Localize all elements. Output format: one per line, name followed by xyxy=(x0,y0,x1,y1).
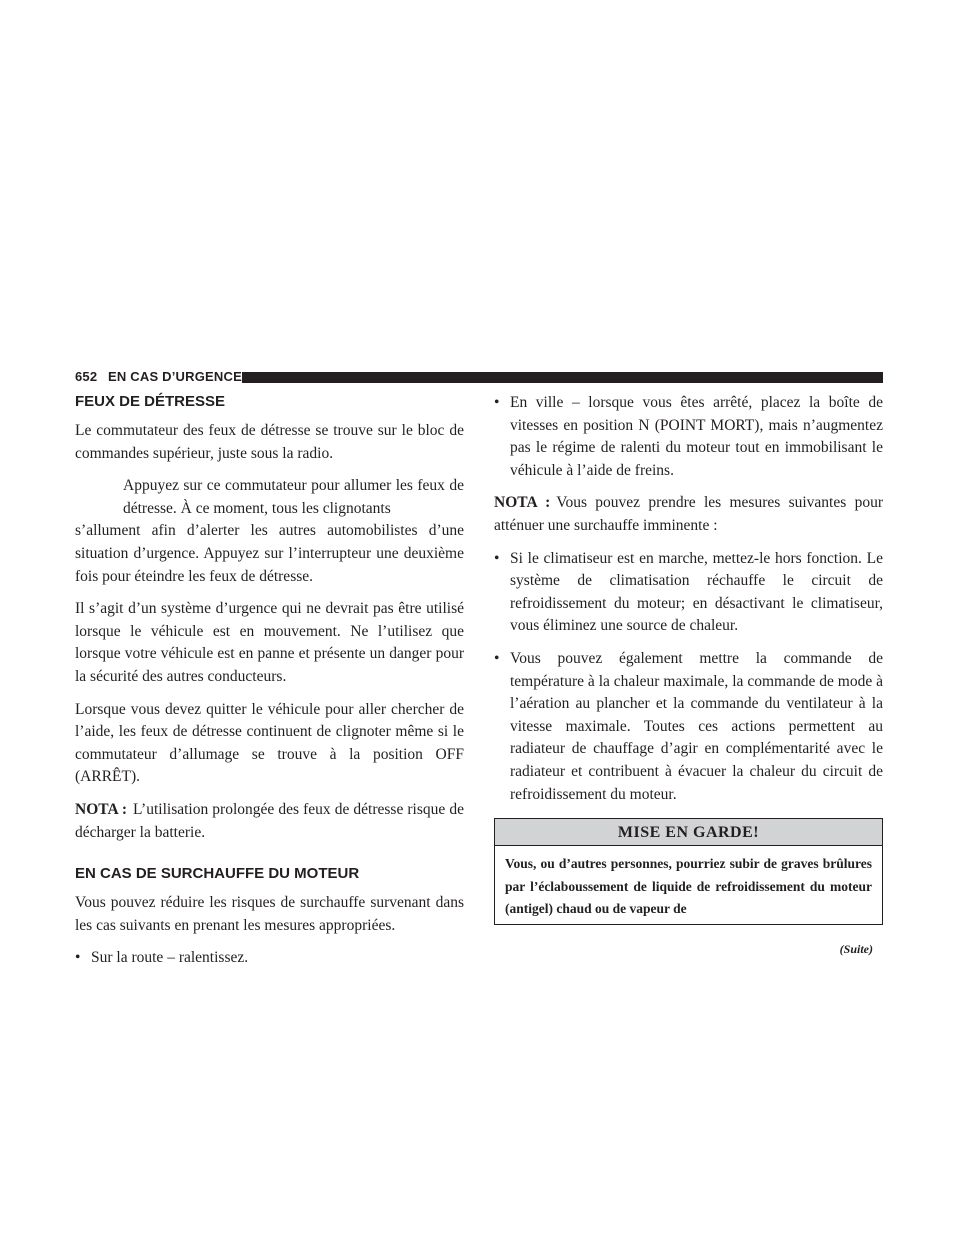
header-rule xyxy=(242,372,883,383)
paragraph-leaving-vehicle: Lorsque vous devez quitter le véhicule pour aller chercher de l’aide, les feux de détresse continuent de clignoter même si le commutateur d’allumage se trouve à la position OFF (ARRÊT). xyxy=(75,700,464,786)
note-overheat xyxy=(494,492,883,537)
left-column xyxy=(75,392,464,980)
list-item xyxy=(494,392,883,482)
paragraph-switch-location: Le commutateur des feux de détresse se trouve sur le bloc de commandes supérieur, juste sous la radio. xyxy=(75,422,464,462)
bullet-icon: • xyxy=(494,649,500,667)
page-header xyxy=(75,371,883,385)
note-text: Vous pouvez prendre les mesures suivantes pour atténuer une surchauffe imminente : xyxy=(494,494,883,534)
paragraph-switch-usage-rest: s’allument afin d’alerter les autres automobilistes d’une situation d’urgence. Appuyez sur l’interrupteur une deuxième fois pour éteindre les feux de détresse. xyxy=(75,522,464,585)
page-number: 652 xyxy=(75,369,98,384)
continued-label: (Suite) xyxy=(839,942,873,957)
list-item xyxy=(494,548,883,638)
heading-hazard-lights: FEUX DE DÉTRESSE xyxy=(75,393,226,410)
note-battery xyxy=(75,799,464,844)
warning-title: MISE EN GARDE! xyxy=(495,819,882,846)
paragraph-reduce-risk: Vous pouvez réduire les risques de surchauffe survenant dans les cas suivants en prenant les mesures appropriées. xyxy=(75,894,464,934)
bullet-icon: • xyxy=(75,949,81,967)
list-item xyxy=(494,648,883,806)
note-label: NOTA : xyxy=(494,494,551,512)
heading-engine-overheat: EN CAS DE SURCHAUFFE DU MOTEUR xyxy=(75,865,360,883)
bullet-text: Vous pouvez également mettre la commande de température à la chaleur maximale, la commande de mode à l’aération au plancher et la commande du ventilateur à la vitesse maximale. Toutes ces actions permettent au radiateur de chauffage d’agir en complémentarité avec le radiateur et contribuent à évacuer la chaleur du circuit de refroidissement du moteur. xyxy=(510,649,883,803)
note-text: L’utilisation prolongée des feux de détresse risque de décharger la batterie. xyxy=(75,800,464,841)
paragraph-emergency-system: Il s’agit d’un système d’urgence qui ne devrait pas être utilisé lorsque le véhicule est en mouvement. Ne l’utilisez que lorsque votre véhicule est en panne et présente un danger pour la sécurité des autres conducteurs. xyxy=(75,600,464,685)
bullet-icon: • xyxy=(494,394,500,411)
section-title: EN CAS D’URGENCE xyxy=(108,369,242,384)
right-column xyxy=(494,392,883,961)
paragraph-switch-usage xyxy=(75,475,464,588)
bullet-text: Sur la route – ralentissez. xyxy=(91,949,249,967)
bullet-icon: • xyxy=(494,549,500,567)
list-item xyxy=(75,947,464,970)
warning-text: Vous, ou d’autres personnes, pourriez subir de graves brûlures par l’éclaboussement de liquide de refroidissement du moteur (antigel) chaud ou de vapeur de xyxy=(505,856,872,916)
bullet-text: En ville – lorsque vous êtes arrêté, placez la boîte de vitesses en position N (POINT MORT), mais n’augmentez pas le régime de ralenti du moteur tout en immobilisant le véhicule à l’aide de freins. xyxy=(510,394,883,479)
paragraph-switch-usage-indented: Appuyez sur ce commutateur pour allumer les feux de détresse. À ce moment, tous les clignotants xyxy=(123,477,464,517)
bullet-text: Si le climatiseur est en marche, mettez-le hors fonction. Le système de climatisation réchauffe le circuit de refroidissement du moteur; en désactivant le climatiseur, vous éliminez une source de chaleur. xyxy=(510,549,883,635)
note-label: NOTA : xyxy=(75,800,128,818)
warning-box xyxy=(494,818,883,925)
